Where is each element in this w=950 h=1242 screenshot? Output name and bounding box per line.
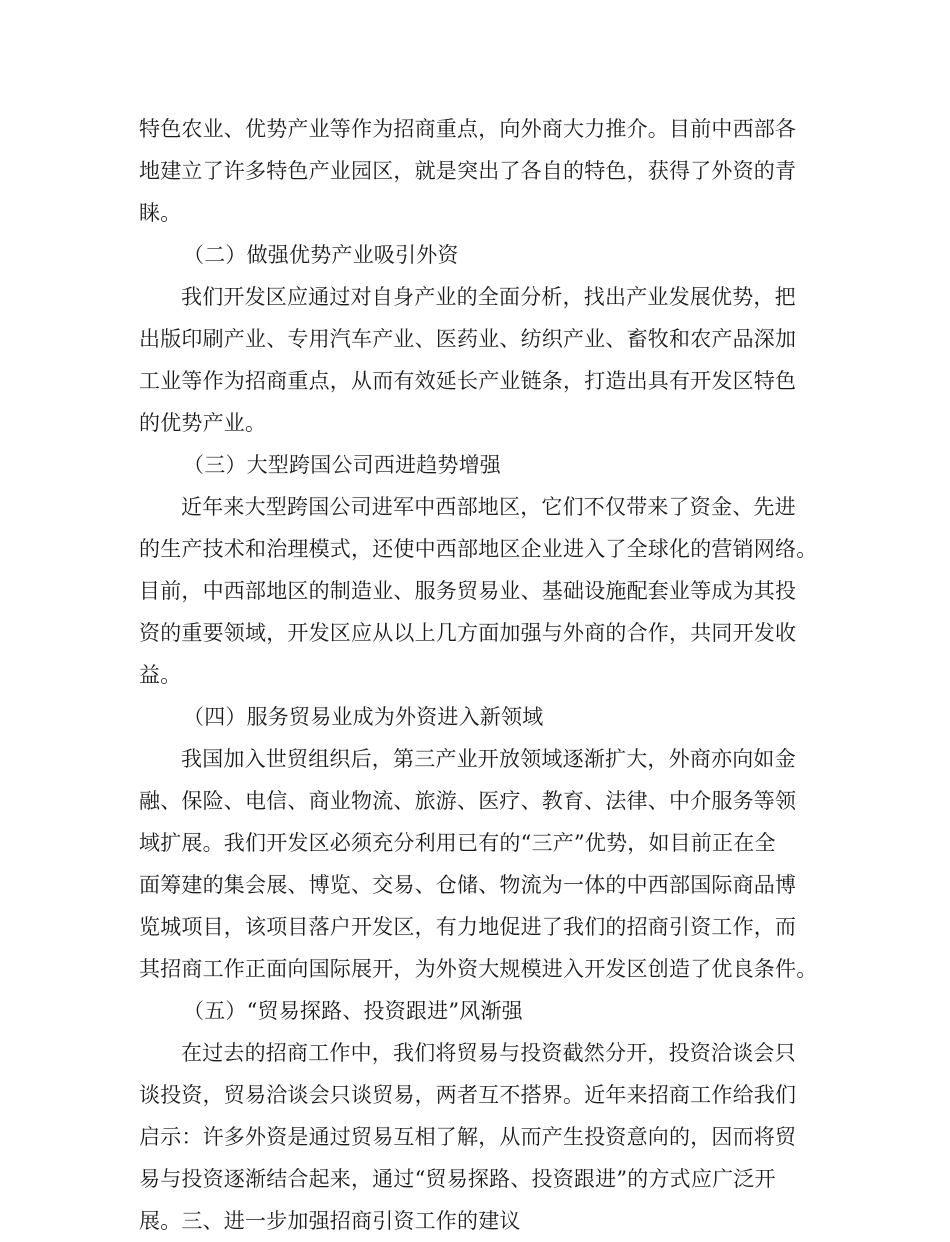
section-heading: （二）做强优势产业吸引外资 xyxy=(183,243,459,267)
body-line: 资的重要领域，开发区应从以上几方面加强与外商的合作，共同开发收 xyxy=(139,621,797,645)
document-body xyxy=(139,108,818,1242)
body-line: 的优势产业。 xyxy=(139,411,267,435)
body-line: 域扩展。我们开发区必须充分利用已有的“三产”优势，如目前正在全 xyxy=(139,831,776,855)
paragraph-first-line: 近年来大型跨国公司进军中西部地区，它们不仅带来了资金、先进 xyxy=(181,495,796,519)
section-heading: （五）“贸易探路、投资跟进”风渐强 xyxy=(183,999,523,1023)
body-line: 益。 xyxy=(139,663,182,687)
body-line: 目前，中西部地区的制造业、服务贸易业、基础设施配套业等成为其投 xyxy=(139,579,797,603)
body-line: 谈投资，贸易洽谈会只谈贸易，两者互不搭界。近年来招商工作给我们 xyxy=(139,1083,797,1107)
body-line: 览城项目，该项目落户开发区，有力地促进了我们的招商引资工作，而 xyxy=(139,915,797,939)
body-line: 启示：许多外资是通过贸易互相了解，从而产生投资意向的，因而将贸 xyxy=(139,1125,797,1149)
body-line: 展。三、进一步加强招商引资工作的建议 xyxy=(139,1209,521,1233)
body-line: 面筹建的集会展、博览、交易、仓储、物流为一体的中西部国际商品博 xyxy=(139,873,797,897)
body-line: 的生产技术和治理模式，还使中西部地区企业进入了全球化的营销网络。 xyxy=(139,537,818,561)
body-line: 其招商工作正面向国际展开，为外资大规模进入开发区创造了优良条件。 xyxy=(139,957,818,981)
body-line: 特色农业、优势产业等作为招商重点，向外商大力推介。目前中西部各 xyxy=(139,117,797,141)
body-line: 睐。 xyxy=(139,201,182,225)
section-heading: （三）大型跨国公司西进趋势增强 xyxy=(183,453,501,477)
body-line: 工业等作为招商重点，从而有效延长产业链条，打造出具有开发区特色 xyxy=(139,369,797,393)
body-line: 地建立了许多特色产业园区，就是突出了各自的特色，获得了外资的青 xyxy=(139,159,797,183)
body-line: 出版印刷产业、专用汽车产业、医药业、纺织产业、畜牧和农产品深加 xyxy=(139,327,797,351)
section-heading: （四）服务贸易业成为外资进入新领域 xyxy=(183,705,544,729)
body-line: 易与投资逐渐结合起来，通过“贸易探路、投资跟进”的方式应广泛开 xyxy=(139,1167,776,1191)
paragraph-first-line: 我们开发区应通过对自身产业的全面分析，找出产业发展优势，把 xyxy=(181,285,796,309)
paragraph-first-line: 在过去的招商工作中，我们将贸易与投资截然分开，投资洽谈会只 xyxy=(181,1041,796,1065)
paragraph-first-line: 我国加入世贸组织后，第三产业开放领域逐渐扩大，外商亦向如金 xyxy=(181,747,796,771)
body-line: 融、保险、电信、商业物流、旅游、医疗、教育、法律、中介服务等领 xyxy=(139,789,797,813)
